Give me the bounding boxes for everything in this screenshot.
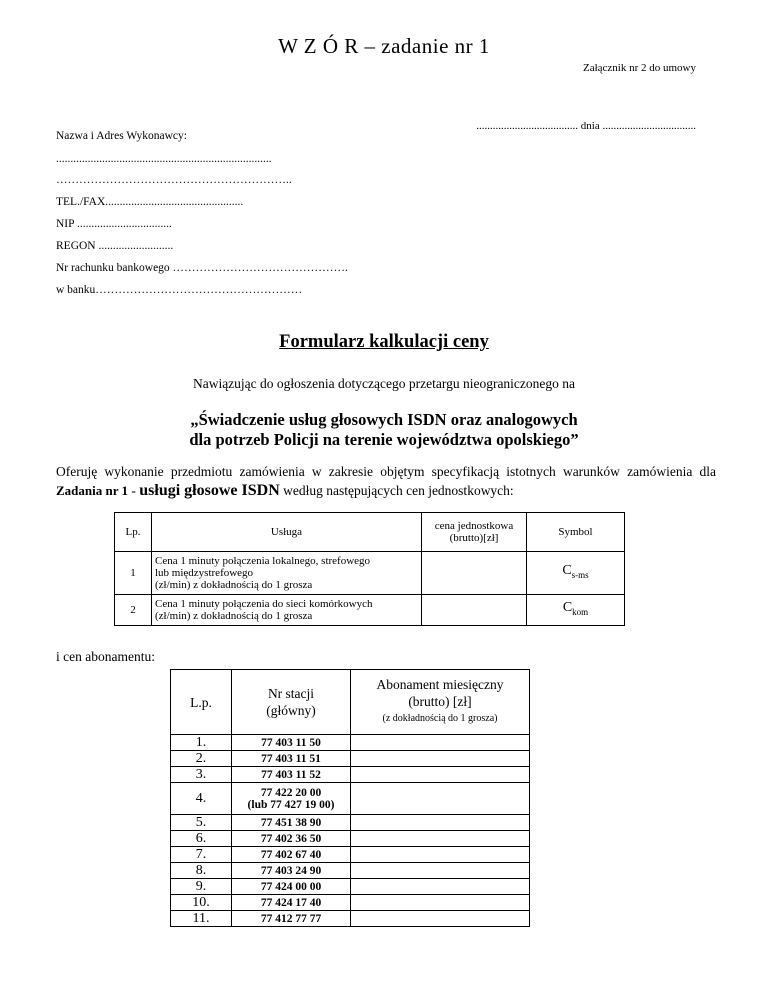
table-row bbox=[171, 751, 530, 767]
table-row bbox=[115, 552, 625, 595]
station-number: 77 402 36 50 bbox=[232, 831, 351, 847]
monthly-fee-input[interactable] bbox=[351, 751, 530, 767]
monthly-fee-input[interactable] bbox=[351, 815, 530, 831]
row-lp: 2. bbox=[171, 751, 232, 767]
row-lp: 10. bbox=[171, 895, 232, 911]
tel-fax-field[interactable]: TEL./FAX................................................ bbox=[56, 196, 244, 208]
row-service-line: Cena 1 minuty połączenia do sieci komórkowych bbox=[155, 598, 373, 610]
header-fee-line-1: Abonament miesięczny bbox=[376, 677, 504, 692]
table-header-row bbox=[171, 670, 530, 735]
subscription-label: i cen abonamentu: bbox=[56, 649, 155, 664]
header-station-line-2: (główny) bbox=[266, 703, 316, 718]
row-service-line: (zł/min) z dokładnością do 1 grosza bbox=[155, 610, 313, 622]
row-lp: 4. bbox=[171, 783, 232, 815]
tender-subject-line-2: dla potrzeb Policji na terenie województwa opolskiego” bbox=[189, 430, 579, 449]
row-service bbox=[152, 595, 422, 626]
station-number-main: 77 422 20 00 bbox=[260, 786, 322, 799]
monthly-fee-input[interactable] bbox=[351, 831, 530, 847]
unit-price-input[interactable] bbox=[422, 595, 527, 626]
offer-task: Zadania nr 1 bbox=[56, 483, 129, 498]
row-service-line: Cena 1 minuty połączenia lokalnego, strefowego bbox=[155, 555, 371, 567]
table-row bbox=[171, 815, 530, 831]
table-row bbox=[171, 783, 530, 815]
date-line[interactable]: ..................................... dnia .................................. bbox=[476, 120, 696, 132]
row-lp: 11. bbox=[171, 911, 232, 927]
header-lp: Lp. bbox=[115, 513, 152, 552]
row-lp: 6. bbox=[171, 831, 232, 847]
table-row bbox=[171, 767, 530, 783]
row-lp: 8. bbox=[171, 863, 232, 879]
table-row bbox=[171, 911, 530, 927]
table-row bbox=[171, 831, 530, 847]
station-number: 77 424 00 00 bbox=[232, 879, 351, 895]
row-symbol bbox=[527, 552, 625, 595]
offer-text bbox=[56, 462, 716, 500]
annex-label: Załącznik nr 2 do umowy bbox=[582, 62, 696, 74]
tender-subject bbox=[0, 410, 768, 450]
monthly-fee-input[interactable] bbox=[351, 895, 530, 911]
document-title: W Z Ó R – zadanie nr 1 bbox=[278, 34, 490, 58]
station-number: 77 412 77 77 bbox=[232, 911, 351, 927]
offer-text-post: według następujących cen jednostkowych: bbox=[279, 483, 514, 498]
row-lp: 1. bbox=[171, 735, 232, 751]
station-number: 77 424 17 40 bbox=[232, 895, 351, 911]
table-row bbox=[171, 895, 530, 911]
monthly-fee-input[interactable] bbox=[351, 735, 530, 751]
row-lp: 3. bbox=[171, 767, 232, 783]
header-unit-price-line-2: (brutto)[zł] bbox=[449, 532, 499, 544]
header-symbol: Symbol bbox=[527, 513, 625, 552]
monthly-fee-input[interactable] bbox=[351, 863, 530, 879]
monthly-fee-input[interactable] bbox=[351, 783, 530, 815]
table-header-row bbox=[115, 513, 625, 552]
station-number: 77 403 11 52 bbox=[232, 767, 351, 783]
station-number: 77 402 67 40 bbox=[232, 847, 351, 863]
symbol-subscript: s-ms bbox=[571, 569, 589, 580]
row-symbol bbox=[527, 595, 625, 626]
monthly-fee-input[interactable] bbox=[351, 879, 530, 895]
unit-price-input[interactable] bbox=[422, 552, 527, 595]
table-row bbox=[171, 735, 530, 751]
station-number: 77 403 11 50 bbox=[232, 735, 351, 751]
bank-account-field[interactable]: Nr rachunku bankowego ………………………………………. bbox=[56, 262, 348, 274]
header-station-line-1: Nr stacji bbox=[267, 686, 315, 701]
row-service bbox=[152, 552, 422, 595]
symbol-subscript: kom bbox=[572, 606, 589, 617]
offer-dash: - bbox=[128, 483, 140, 498]
header-service: Usługa bbox=[152, 513, 422, 552]
row-service-line: (zł/min) z dokładnością do 1 grosza bbox=[155, 579, 313, 591]
station-number: 77 403 24 90 bbox=[232, 863, 351, 879]
row-service-line: lub międzystrefowego bbox=[155, 567, 254, 579]
row-lp: 5. bbox=[171, 815, 232, 831]
tender-subject-line-1: „Świadczenie usług głosowych ISDN oraz analogowych bbox=[190, 410, 578, 429]
offer-text-pre: Oferuję wykonanie przedmiotu zamówienia w zakresie objętym specyfikacją istotnych warunków zamówienia dla bbox=[56, 464, 716, 479]
monthly-fee-input[interactable] bbox=[351, 847, 530, 863]
row-lp: 1 bbox=[115, 552, 152, 595]
intro-text: Nawiązując do ogłoszenia dotyczącego przetargu nieograniczonego na bbox=[192, 376, 576, 391]
monthly-fee-input[interactable] bbox=[351, 911, 530, 927]
station-number bbox=[232, 783, 351, 815]
header-station bbox=[232, 670, 351, 735]
header-unit-price-line-1: cena jednostkowa bbox=[434, 520, 514, 532]
station-number-alt: (lub 77 427 19 00) bbox=[247, 798, 335, 811]
header-lp: L.p. bbox=[171, 670, 232, 735]
station-number: 77 451 38 90 bbox=[232, 815, 351, 831]
table-row bbox=[171, 863, 530, 879]
header-fee-line-2: (brutto) [zł] bbox=[408, 694, 472, 709]
table-row bbox=[171, 847, 530, 863]
symbol-base: C bbox=[562, 600, 573, 616]
row-lp: 9. bbox=[171, 879, 232, 895]
table-row bbox=[171, 879, 530, 895]
header-unit-price bbox=[422, 513, 527, 552]
unit-price-table bbox=[114, 512, 625, 626]
contractor-label: Nazwa i Adres Wykonawcy: bbox=[56, 130, 187, 142]
offer-service: usługi głosowe ISDN bbox=[139, 482, 280, 499]
monthly-fee-input[interactable] bbox=[351, 767, 530, 783]
form-title: Formularz kalkulacji ceny bbox=[279, 332, 489, 352]
row-lp: 2 bbox=[115, 595, 152, 626]
subscription-table bbox=[170, 669, 530, 927]
station-number: 77 403 11 51 bbox=[232, 751, 351, 767]
contractor-name-line[interactable]: ........................................................................... bbox=[56, 153, 272, 165]
nip-field[interactable]: NIP ................................. bbox=[56, 218, 172, 230]
table-row bbox=[115, 595, 625, 626]
header-fee-note: (z dokładnością do 1 grosza) bbox=[382, 713, 498, 724]
symbol-base: C bbox=[562, 563, 572, 579]
header-monthly-fee bbox=[351, 670, 530, 735]
bank-name-field[interactable]: w banku……………………………………………… bbox=[56, 284, 303, 296]
row-lp: 7. bbox=[171, 847, 232, 863]
contractor-address-line[interactable]: …………………………………………………….. bbox=[56, 174, 292, 186]
regon-field[interactable]: REGON .......................... bbox=[56, 240, 174, 252]
